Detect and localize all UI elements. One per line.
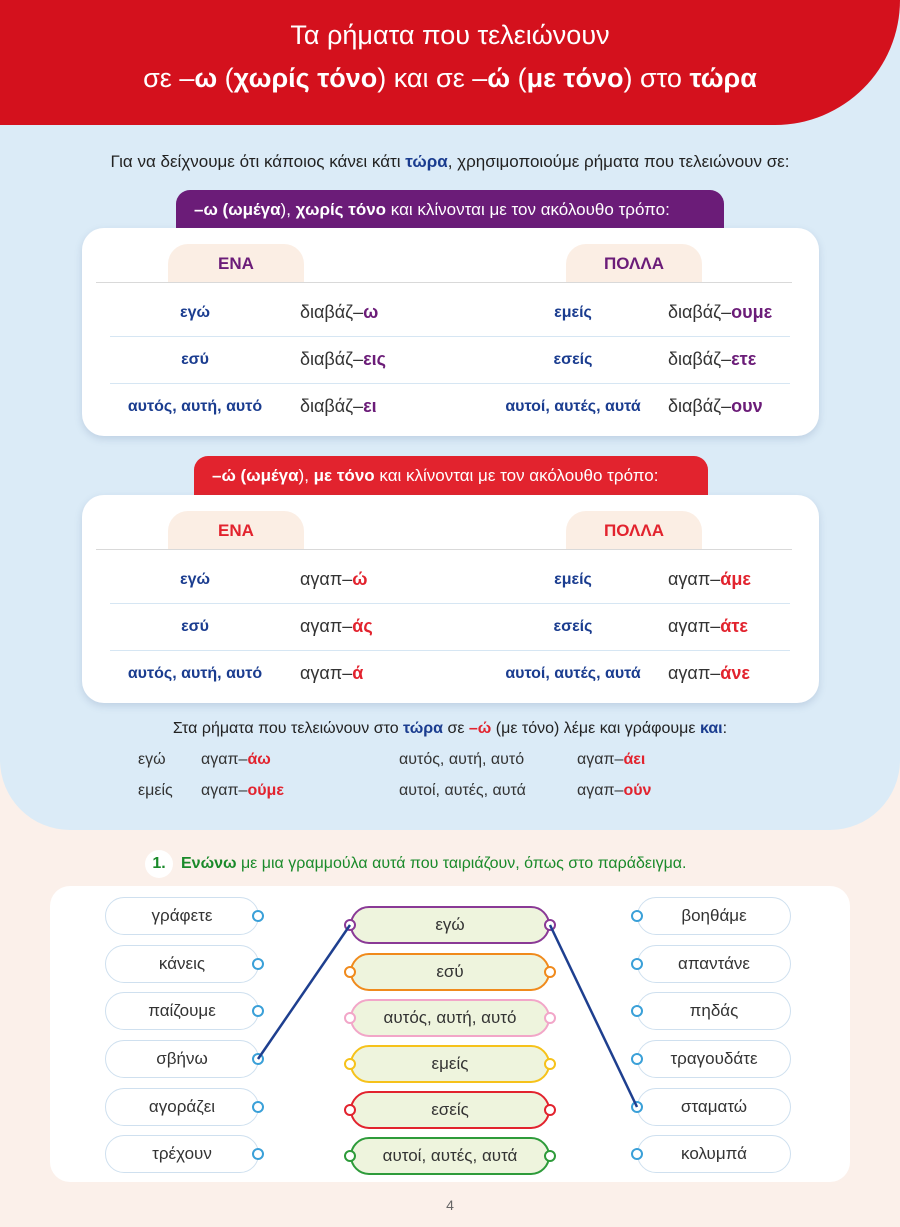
column-head-singular: ΕΝΑ (168, 511, 304, 549)
verb-form: αγαπ–άτε (668, 616, 748, 636)
example-verb: αγαπ–άει (577, 751, 646, 768)
page-header (0, 0, 900, 125)
connector-dot[interactable] (344, 1058, 356, 1070)
table-row (110, 557, 790, 604)
right-word[interactable]: απαντάνε (637, 945, 791, 983)
conjugation-table-omega-accented (82, 495, 819, 703)
left-word[interactable]: σβήνω (105, 1040, 259, 1078)
example-verb: αγαπ–άω (201, 751, 271, 768)
left-word[interactable]: παίζουμε (105, 992, 259, 1030)
section2-tab: –ώ (ωμέγα), με τόνο και κλίνονται με τον ακόλουθο τρόπο: (194, 456, 708, 496)
verb-form: αγαπ–ά (300, 663, 364, 683)
connector-dot[interactable] (252, 1053, 264, 1065)
verb-form: διαβάζ–ει (300, 396, 377, 416)
table-row (110, 651, 790, 698)
pronoun-pill[interactable]: αυτοί, αυτές, αυτά (350, 1137, 550, 1175)
title-line-2: σε –ω (χωρίς τόνο) και σε –ώ (με τόνο) στο τώρα (143, 63, 757, 93)
connector-dot[interactable] (344, 1104, 356, 1116)
connector-dot[interactable] (252, 958, 264, 970)
left-word[interactable]: γράφετε (105, 897, 259, 935)
verb-form: διαβάζ–ω (300, 302, 379, 322)
connector-dot[interactable] (544, 1058, 556, 1070)
verb-form: αγαπ–ώ (300, 569, 368, 589)
conjugation-table-omega (82, 228, 819, 436)
connector-dot[interactable] (631, 1053, 643, 1065)
left-word[interactable]: τρέχουν (105, 1135, 259, 1173)
right-word[interactable]: τραγουδάτε (637, 1040, 791, 1078)
connector-dot[interactable] (252, 1005, 264, 1017)
verb-form: διαβάζ–εις (300, 349, 387, 369)
column-head-plural: ΠΟΛΛΑ (566, 244, 702, 282)
example-verb: αγαπ–ούμε (201, 782, 284, 799)
table-row (110, 337, 790, 384)
table-row (110, 290, 790, 337)
table-row (110, 604, 790, 651)
column-head-plural: ΠΟΛΛΑ (566, 511, 702, 549)
connector-dot[interactable] (252, 1101, 264, 1113)
pronoun: αυτοί, αυτές, αυτά (505, 665, 641, 682)
example-verb: αγαπ–ούν (577, 782, 652, 799)
pronoun: εσείς (553, 351, 593, 368)
section1-tab: –ω (ωμέγα), χωρίς τόνο και κλίνονται με τον ακόλουθο τρόπο: (176, 190, 724, 230)
connector-dot[interactable] (252, 910, 264, 922)
connector-dot[interactable] (631, 1148, 643, 1160)
example-pronoun: αυτοί, αυτές, αυτά (399, 782, 526, 799)
verb-form: διαβάζ–ουν (668, 396, 763, 416)
pronoun: αυτοί, αυτές, αυτά (505, 398, 641, 415)
pronoun: εσύ (181, 351, 209, 368)
table-row (110, 384, 790, 431)
connector-dot[interactable] (344, 1150, 356, 1162)
connector-dot[interactable] (344, 966, 356, 978)
pronoun: αυτός, αυτή, αυτό (127, 398, 263, 415)
connector-dot[interactable] (544, 966, 556, 978)
pronoun: εγώ (179, 571, 210, 588)
pronoun: εγώ (179, 304, 210, 321)
example-pronoun: εγώ (138, 751, 166, 768)
connector-dot[interactable] (544, 1104, 556, 1116)
verb-form: αγαπ–άνε (668, 663, 750, 683)
page-number: 4 (446, 1197, 454, 1213)
connector-dot[interactable] (544, 919, 556, 931)
verb-form: αγαπ–άμε (668, 569, 751, 589)
connector-dot[interactable] (252, 1148, 264, 1160)
pronoun-pill[interactable]: εσύ (350, 953, 550, 991)
right-word[interactable]: πηδάς (637, 992, 791, 1030)
connector-dot[interactable] (344, 919, 356, 931)
verb-form: διαβάζ–ετε (668, 349, 757, 369)
title-line-1: Τα ρήματα που τελειώνουν (290, 20, 610, 50)
example-pronoun: αυτός, αυτή, αυτό (399, 751, 525, 768)
pronoun-pill[interactable]: εμείς (350, 1045, 550, 1083)
right-word[interactable]: βοηθάμε (637, 897, 791, 935)
connector-dot[interactable] (544, 1012, 556, 1024)
connector-dot[interactable] (631, 958, 643, 970)
pronoun: εμείς (554, 304, 592, 321)
note-text: Στα ρήματα που τελειώνουν στο τώρα σε –ώ (με τόνο) λέμε και γράφουμε και: (172, 720, 728, 737)
right-word[interactable]: κολυμπά (637, 1135, 791, 1173)
column-head-singular: ΕΝΑ (168, 244, 304, 282)
divider (96, 549, 792, 550)
connector-dot[interactable] (631, 910, 643, 922)
right-word[interactable]: σταματώ (637, 1088, 791, 1126)
intro-text: Για να δείχνουμε ότι κάποιος κάνει κάτι τώρα, χρησιμοποιούμε ρήματα που τελειώνουν σε: (110, 152, 790, 171)
pronoun: αυτός, αυτή, αυτό (127, 665, 263, 682)
connector-dot[interactable] (631, 1101, 643, 1113)
pronoun-pill[interactable]: εγώ (350, 906, 550, 944)
divider (96, 282, 792, 283)
pronoun: εμείς (554, 571, 592, 588)
connector-dot[interactable] (544, 1150, 556, 1162)
verb-form: διαβάζ–ουμε (668, 302, 773, 322)
pronoun: εσείς (553, 618, 593, 635)
example-pronoun: εμείς (138, 782, 173, 799)
left-word[interactable]: αγοράζει (105, 1088, 259, 1126)
left-word[interactable]: κάνεις (105, 945, 259, 983)
pronoun: εσύ (181, 618, 209, 635)
exercise-instruction: 1. Ενώνω με μια γραμμούλα αυτά που ταιριάζουν, όπως στο παράδειγμα. (145, 850, 687, 878)
connector-dot[interactable] (631, 1005, 643, 1017)
pronoun-pill[interactable]: εσείς (350, 1091, 550, 1129)
pronoun-pill[interactable]: αυτός, αυτή, αυτό (350, 999, 550, 1037)
exercise-number: 1. (145, 850, 173, 878)
verb-form: αγαπ–άς (300, 616, 373, 636)
connector-dot[interactable] (344, 1012, 356, 1024)
